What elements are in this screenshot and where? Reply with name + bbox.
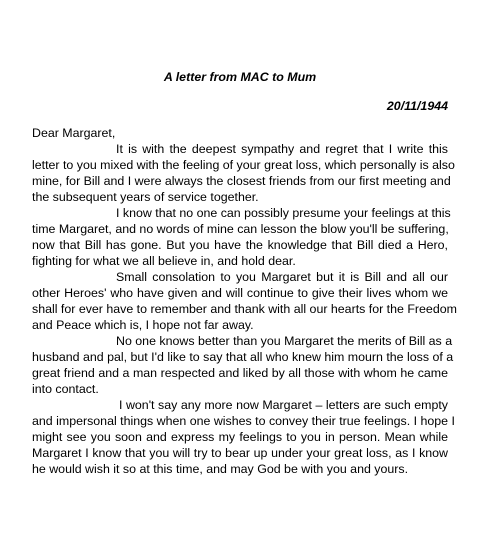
body-line: Small consolation to you Margaret but it is Bill and all our [116,270,448,284]
body-line: letter to you mixed with the feeling of your great loss, which personally is also [32,158,455,172]
body-line: It is with the deepest sympathy and regret that I write this [116,142,448,156]
body-line: I won't say any more now Margaret – letters are such empty [119,398,448,412]
body-line: other Heroes' who have given and will continue to give their lives whom we [32,286,448,300]
body-line: mine, for Bill and I were always the closest friends from our first meeting and [32,174,451,188]
body-line: shall for ever have to remember and thank with all our hearts for the Freedom [32,302,457,316]
body-line: the subsequent years of service together. [32,190,259,204]
letter-title: A letter from MAC to Mum [163,70,317,84]
body-line: and Peace which is, I hope not far away. [32,318,254,332]
body-line: might see you soon and express my feelings to you in person. Mean while [32,430,448,444]
body-line: husband and pal, but I'd like to say that all who knew him mourn the loss of a [32,350,454,364]
body-line: fighting for what we all believe in, and hold dear. [32,254,296,268]
body-line: great friend and a man respected and liked by all those with whom he came [32,366,448,380]
body-line: No one knows better than you Margaret the merits of Bill as a [116,334,453,348]
salutation: Dear Margaret, [32,126,116,140]
letter-date: 20/11/1944 [386,99,448,113]
body-line: he would wish it so at this time, and may God be with you and yours. [32,462,409,476]
body-line: into contact. [32,382,99,396]
body-line: time Margaret, and no words of mine can lesson the blow you'll be suffering, [32,222,449,236]
body-line: now that Bill has gone. But you have the knowledge that Bill died a Hero, [32,238,448,252]
body-line: I know that no one can possibly presume your feelings at this [116,206,451,220]
body-line: Margaret I know that you will try to bear up under your great loss, as I know [32,446,448,460]
body-line: and impersonal things when one wishes to convey their true feelings. I hope I [32,414,455,428]
